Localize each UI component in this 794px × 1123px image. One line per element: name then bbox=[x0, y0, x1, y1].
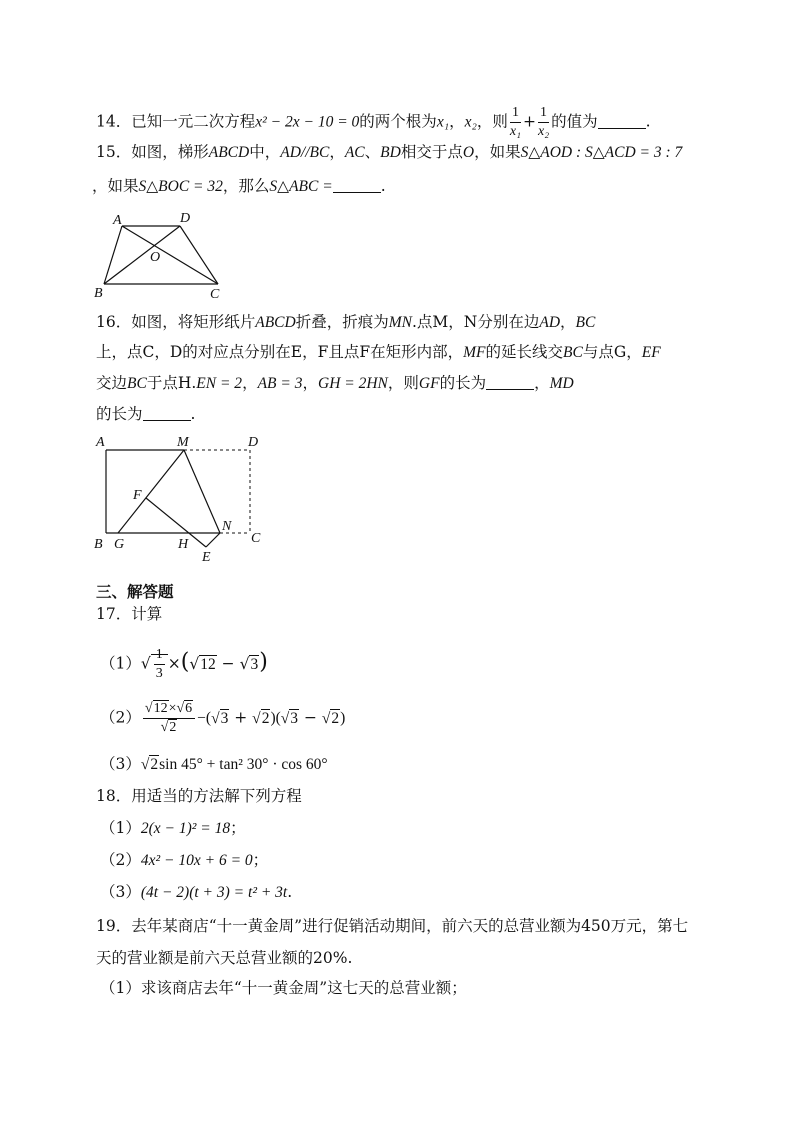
sqrt-3: √3 bbox=[239, 654, 259, 673]
q15-text: 、 bbox=[364, 143, 381, 161]
part-label: （2） bbox=[100, 708, 141, 727]
q15-abcd: ABCD bbox=[208, 144, 250, 161]
q16-text: 的延长线交 bbox=[485, 343, 564, 361]
q14-text: 的两个根为 bbox=[359, 112, 437, 131]
q16-mn: MN bbox=[388, 314, 412, 331]
q19-part-1: （1）求该商店去年“十一黄金周”这七天的总营业额； bbox=[100, 979, 467, 997]
equation: 2(x − 1)² = 18 bbox=[140, 820, 231, 837]
q16-bc: BC bbox=[575, 314, 596, 331]
part-label: （1） bbox=[100, 819, 141, 837]
q17-part-2 bbox=[100, 702, 345, 735]
q16-bc: BC bbox=[563, 344, 583, 361]
q16-text: 于点H. bbox=[146, 374, 197, 392]
side-dc bbox=[180, 226, 218, 284]
label-b: B bbox=[94, 286, 103, 301]
q15-line-1 bbox=[96, 142, 682, 163]
q15-text: ，如果 bbox=[474, 143, 521, 161]
q15-text: ，那么 bbox=[222, 177, 270, 195]
label-a: A bbox=[96, 435, 105, 450]
answer-blank[interactable] bbox=[143, 406, 191, 421]
label-e: E bbox=[202, 550, 211, 565]
diagonal-bd bbox=[104, 226, 180, 284]
answer-blank[interactable] bbox=[486, 375, 534, 390]
period: . bbox=[645, 112, 651, 131]
answer-blank[interactable] bbox=[598, 114, 646, 129]
q15-bd: BD bbox=[380, 144, 401, 161]
sqrt-6: √6 bbox=[176, 701, 193, 716]
q14-root-2: x₂ bbox=[464, 113, 477, 131]
fraction bbox=[154, 648, 165, 681]
radicand: 3 bbox=[290, 709, 299, 727]
sqrt-3: √3 bbox=[280, 709, 299, 727]
q16-line-2 bbox=[96, 342, 661, 363]
label-f: F bbox=[133, 488, 142, 503]
q16-line-3 bbox=[96, 373, 574, 394]
q16-text: ， bbox=[302, 374, 318, 392]
q18-title: 18．用适当的方法解下列方程 bbox=[96, 787, 302, 805]
q15-ac: AC bbox=[344, 144, 365, 161]
q17-fraction bbox=[143, 702, 195, 735]
punctuation: ； bbox=[230, 819, 246, 837]
sqrt-12: √12 bbox=[189, 654, 216, 673]
period: . bbox=[380, 177, 386, 195]
answer-blank[interactable] bbox=[333, 178, 381, 193]
trig-expression: sin 45° + tan² 30° · cos 60° bbox=[159, 756, 328, 773]
radicand: 3 bbox=[250, 655, 259, 673]
times-sign: × bbox=[167, 654, 181, 673]
q16-text: ， bbox=[242, 374, 258, 392]
expression-part: ) bbox=[340, 709, 346, 727]
fraction-numerator bbox=[143, 702, 195, 719]
q17-part-1 bbox=[100, 648, 268, 681]
label-h: H bbox=[178, 537, 189, 552]
q14-fraction-2 bbox=[538, 106, 549, 139]
radicand: 2 bbox=[331, 709, 340, 727]
part-label: （3） bbox=[100, 883, 141, 901]
sqrt-3: √3 bbox=[211, 709, 229, 727]
times-sign: × bbox=[168, 701, 177, 716]
radicand: 12 bbox=[200, 655, 216, 673]
q15-text: ， bbox=[329, 143, 345, 161]
sqrt-2: √2 bbox=[252, 709, 270, 727]
q16-bc: BC bbox=[127, 375, 147, 392]
label-c: C bbox=[210, 287, 220, 302]
radicand: 2 bbox=[169, 720, 177, 735]
q16-gf: GF bbox=[418, 375, 440, 392]
q14-root-1: x₁ bbox=[436, 113, 450, 131]
q16-gh: GH = 2HN bbox=[318, 375, 388, 392]
expression-part: )( bbox=[270, 709, 281, 727]
q15-number: 15． bbox=[96, 143, 132, 161]
radicand: 3 bbox=[220, 709, 229, 727]
q16-line-4 bbox=[96, 404, 195, 424]
label-d: D bbox=[180, 211, 191, 226]
q16-text: ，则 bbox=[387, 374, 419, 392]
q16-folded-rectangle-figure bbox=[88, 430, 278, 570]
diagonal-ac bbox=[122, 226, 218, 284]
q16-line-1 bbox=[96, 312, 595, 333]
q18-part-3 bbox=[100, 882, 292, 903]
radicand: 6 bbox=[185, 701, 193, 716]
minus-sign: − bbox=[216, 654, 240, 673]
part-label: （3） bbox=[100, 755, 141, 773]
q16-text: ， bbox=[534, 374, 550, 392]
fraction-numerator: 1 bbox=[154, 648, 165, 665]
q17-title: 17．计算 bbox=[96, 605, 163, 623]
equation: 4x² − 10x + 6 = 0 bbox=[140, 852, 253, 869]
sqrt-2: √2 bbox=[321, 709, 340, 727]
q16-number: 16． bbox=[96, 313, 132, 331]
plus-sign: + bbox=[229, 708, 253, 727]
q18-part-2 bbox=[100, 850, 268, 871]
q14-text: 的值为 bbox=[551, 112, 598, 131]
right-paren: ) bbox=[259, 649, 268, 675]
q16-ad: AD bbox=[539, 314, 561, 331]
q19-text: 天的营业额是前六天总营业额的20% bbox=[96, 949, 348, 967]
q15-text: 相交于点 bbox=[400, 143, 463, 161]
label-c: C bbox=[251, 531, 261, 546]
q14-fraction-1 bbox=[510, 106, 521, 139]
period: . bbox=[190, 405, 196, 423]
q15-area-abc: S△ABC = bbox=[269, 178, 333, 195]
label-b: B bbox=[94, 537, 103, 552]
equation: (4t − 2)(t + 3) = t² + 3t bbox=[140, 884, 288, 901]
radicand: 12 bbox=[153, 701, 168, 716]
minus-sign: − bbox=[299, 708, 322, 727]
q16-text: ， bbox=[560, 313, 576, 331]
q16-text: 的长为 bbox=[439, 374, 487, 392]
fraction-denominator: x₂ bbox=[538, 124, 550, 139]
part-label: （1） bbox=[100, 654, 141, 673]
fraction-numerator: 1 bbox=[538, 106, 549, 123]
q16-text: 折叠，折痕为 bbox=[295, 313, 389, 331]
q16-text: 的长为 bbox=[96, 405, 143, 423]
line-en bbox=[206, 533, 220, 547]
q14-number: 14． bbox=[96, 112, 132, 131]
q19-line-1: 19．去年某商店“十一黄金周”进行促销活动期间，前六天的总营业额为450万元，第七 bbox=[96, 917, 689, 935]
q16-text: 与点G， bbox=[582, 343, 642, 361]
q15-condition: AD//BC bbox=[280, 144, 330, 161]
punctuation: ； bbox=[252, 851, 269, 869]
q14-text: ，则 bbox=[476, 112, 508, 131]
sqrt-2: √2 bbox=[140, 756, 159, 773]
crease-mn bbox=[184, 450, 220, 533]
plus-sign: + bbox=[523, 112, 536, 131]
sqrt-2: √2 bbox=[160, 720, 177, 735]
q15-text: 如图，梯形 bbox=[131, 143, 209, 161]
label-g: G bbox=[114, 537, 125, 552]
expression-part: −( bbox=[197, 709, 212, 727]
q16-text: .点M，N分别在边 bbox=[411, 313, 540, 331]
q16-md: MD bbox=[549, 375, 574, 392]
q15-text: ，如果 bbox=[92, 177, 139, 195]
q14-line bbox=[96, 106, 651, 139]
q15-area-boc: S△BOC = 32 bbox=[138, 178, 223, 195]
label-o: O bbox=[150, 250, 161, 265]
label-m: M bbox=[177, 435, 189, 450]
fraction-denominator: x₁ bbox=[509, 124, 521, 139]
left-paren: ( bbox=[180, 649, 190, 675]
sqrt-one-third: √ $\frac{1}{3}$ bbox=[141, 648, 168, 681]
q14-text: ， bbox=[449, 112, 465, 131]
q16-text: 上，点C，D的对应点分别在E，F且点F在矩形内部， bbox=[96, 343, 464, 361]
radicand: 2 bbox=[150, 756, 159, 773]
part-label: （2） bbox=[100, 851, 141, 869]
q19-line-2 bbox=[96, 948, 352, 968]
q16-en: EN = 2 bbox=[196, 375, 243, 392]
punctuation: . bbox=[287, 883, 293, 901]
sqrt-12: √12 bbox=[144, 701, 168, 716]
fraction-numerator: 1 bbox=[510, 106, 521, 123]
q15-trapezoid-figure bbox=[88, 206, 228, 302]
q15-line-2 bbox=[92, 176, 386, 197]
q16-mf: MF bbox=[463, 344, 486, 361]
q15-text: 中， bbox=[249, 143, 281, 161]
label-n: N bbox=[222, 519, 232, 534]
q15-o: O bbox=[462, 144, 475, 161]
line-fe bbox=[146, 498, 206, 547]
q16-ab: AB = 3 bbox=[257, 375, 303, 392]
q14-text: 已知一元二次方程 bbox=[131, 112, 256, 131]
q16-text: 如图，将矩形纸片 bbox=[131, 313, 256, 331]
q16-abcd: ABCD bbox=[255, 314, 296, 331]
radicand: 2 bbox=[261, 709, 270, 727]
label-d: D bbox=[248, 435, 259, 450]
q15-area-ratio: S△AOD : S△ACD = 3 : 7 bbox=[520, 144, 683, 161]
label-a: A bbox=[113, 213, 122, 228]
section-title: 三、解答题 bbox=[96, 583, 174, 601]
q18-part-1 bbox=[100, 818, 246, 839]
q16-ef: EF bbox=[641, 344, 661, 361]
q16-text: 交边 bbox=[96, 374, 128, 392]
fraction-denominator: 3 bbox=[155, 666, 163, 681]
period: . bbox=[347, 949, 353, 967]
fraction-denominator bbox=[143, 719, 195, 735]
q17-part-3 bbox=[100, 754, 328, 775]
side-ab bbox=[104, 226, 122, 284]
q14-equation: x² − 2x − 10 = 0 bbox=[255, 113, 360, 131]
